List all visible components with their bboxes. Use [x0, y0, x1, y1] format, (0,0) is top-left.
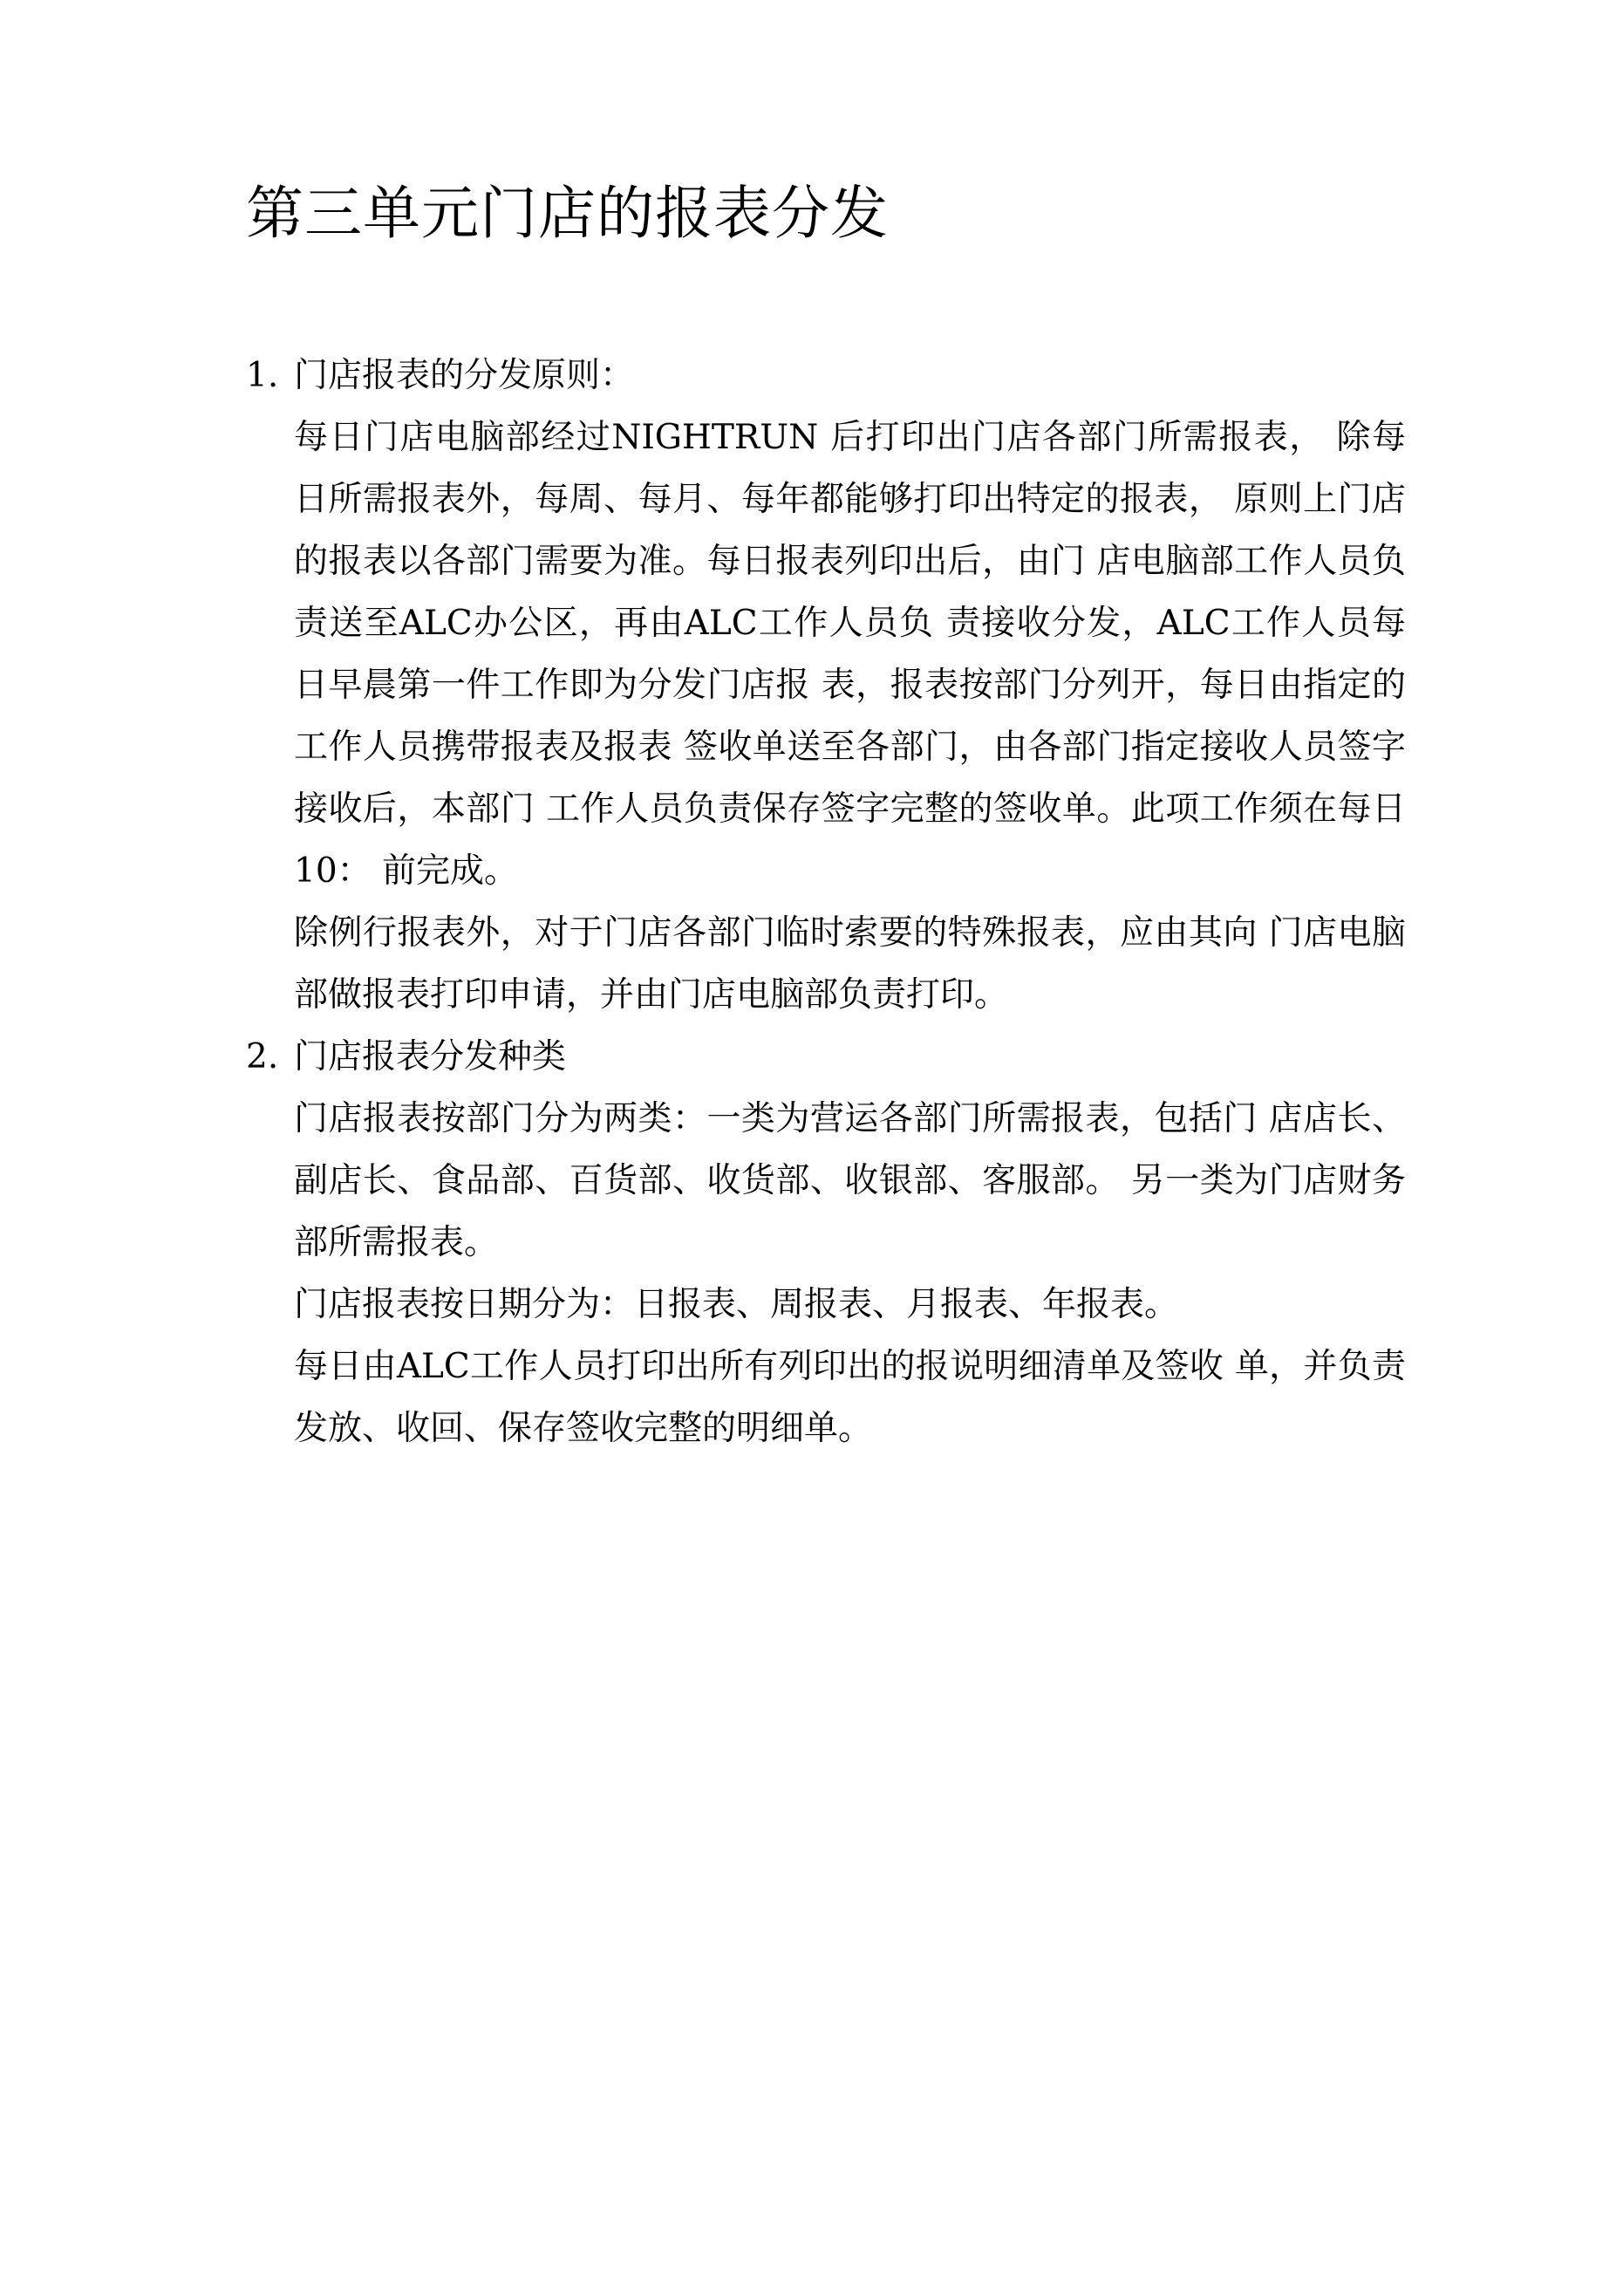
paragraph: 每日由ALC工作人员打印出所有列印出的报说明细清单及签收 单，并负责发放、收回、保存签收完整的明细单。 — [294, 1347, 1406, 1448]
section-number: 2. — [246, 1037, 279, 1076]
section-heading-text: 门店报表的分发原则： — [294, 356, 635, 395]
page-title: 第三单元门店的报表分发 — [246, 180, 889, 247]
section-number: 1. — [246, 356, 279, 395]
paragraph: 除例行报表外，对于门店各部门临时索要的特殊报表，应由其向 门店电脑部做报表打印申请，并由门店电脑部负责打印。 — [294, 913, 1406, 1015]
paragraph: 门店报表按日期分为：日报表、周报表、月报表、年报表。 — [294, 1285, 1179, 1324]
document-body — [246, 345, 1406, 1459]
paragraph: 门店报表按部门分为两类：一类为营运各部门所需报表，包括门 店店长、副店长、食品部、百货部、收货部、收银部、客服部。 另一类为门店财务部所需报表。 — [294, 1099, 1406, 1262]
section-heading-text: 门店报表分发种类 — [294, 1037, 567, 1076]
section-heading — [246, 1026, 1406, 1088]
paragraph: 每日门店电脑部经过NIGHTRUN 后打印出门店各部门所需报表， 除每日所需报表外，每周、每月、每年都能够打印出特定的报表， 原则上门店的报表以各部门需要为准。每日报表列印出后，由门 店电脑部工作人员负责送至ALC办公区，再由ALC工作人员负 责接收分发，ALC工作人员每日早晨第一件工作即为分发门店报 表，报表按部门分列开，每日由指定的工作人员携带报表及报表 签收单送至各部门，由各部门指定接收人员签字接收后，本部门 工作人员负责保存签字完整的签收单。此项工作须在每日10： 前完成。 — [294, 418, 1406, 891]
section-distribution-types — [246, 1026, 1406, 1459]
section-heading — [246, 345, 1406, 407]
section-distribution-principles — [246, 345, 1406, 1026]
